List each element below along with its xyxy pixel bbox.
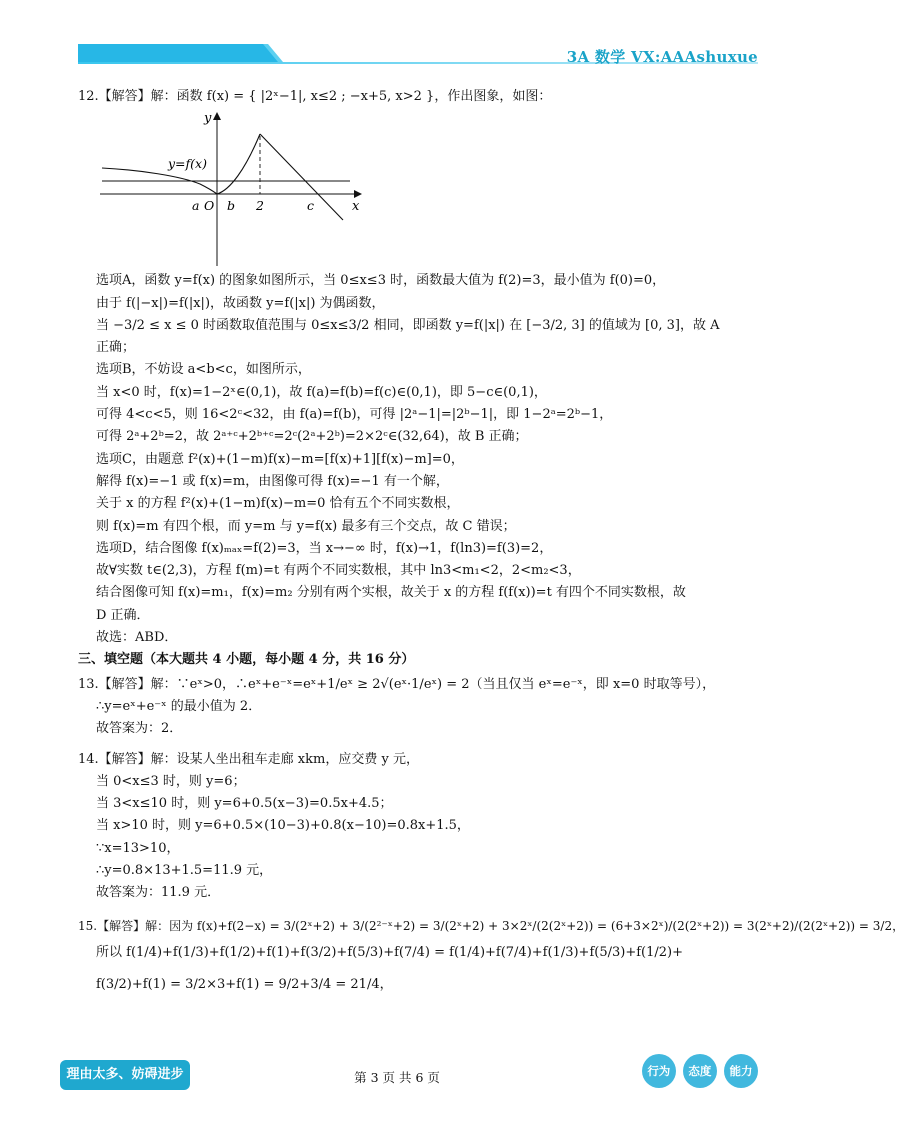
q14-line: ∵x=13>10， bbox=[96, 840, 180, 856]
q12-line: 解得 f(x)=−1 或 f(x)=m，由图像可得 f(x)=−1 有一个解， bbox=[96, 473, 449, 489]
curve-middle-branch bbox=[217, 134, 260, 194]
section-heading: 三、填空题（本大题共 4 小题，每小题 4 分，共 16 分） bbox=[78, 652, 415, 668]
q12-body bbox=[78, 270, 728, 649]
y-axis-label: y bbox=[204, 111, 212, 127]
q12-line: 可得 4<c<5，则 16<2ᶜ<32，由 f(a)=f(b)，可得 |2ᵃ−1|=|2ᵇ−1|，即 1−2ᵃ=2ᵇ−1， bbox=[96, 407, 613, 423]
q14-line: ∴y=0.8×13+1.5=11.9 元， bbox=[96, 863, 273, 879]
q12-line: D 正确． bbox=[96, 607, 150, 623]
line-right-branch bbox=[260, 134, 343, 220]
q14-line: 故答案为：11.9 元． bbox=[96, 885, 221, 901]
q12-line: 选项A，函数 y=f(x) 的图象如图所示，当 0≤x≤3 时，函数最大值为 f(2)=3，最小值为 f(0)=0， bbox=[96, 273, 666, 289]
q13-line: 13.【解答】解：∵eˣ>0，∴eˣ+e⁻ˣ=eˣ+1/eˣ ≥ 2√(eˣ·1/eˣ) = 2（当且仅当 eˣ=e⁻ˣ，即 x=0 时取等号）， bbox=[78, 676, 716, 692]
q12-line: 选项B，不妨设 a<b<c，如图所示， bbox=[96, 362, 311, 378]
q12-line: 正确； bbox=[96, 340, 136, 356]
badge-behavior: 行为 bbox=[642, 1054, 676, 1088]
q12-line: 则 f(x)=m 有四个根，而 y=m 与 y=f(x) 最多有三个交点，故 C 错误； bbox=[96, 518, 516, 534]
q12-line: 故∀实数 t∈(2,3)，方程 f(m)=t 有两个不同实数根，其中 ln3<m₁<2，2<m₂<3， bbox=[96, 563, 581, 579]
q12-line: 关于 x 的方程 f²(x)+(1−m)f(x)−m=0 恰有五个不同实数根， bbox=[96, 496, 460, 512]
point-2-label: 2 bbox=[256, 198, 264, 214]
q12-line: 当 −3/2 ≤ x ≤ 0 时函数取值范围与 0≤x≤3/2 相同，即函数 y=f(|x|) 在 [−3/2, 3] 的值域为 [0, 3]，故 A bbox=[96, 317, 720, 333]
q13-line: ∴y=eˣ+e⁻ˣ 的最小值为 2． bbox=[96, 698, 262, 714]
curve-label: y=f(x) bbox=[168, 156, 207, 172]
page-number: 第 3 页 共 6 页 bbox=[354, 1070, 440, 1085]
q12-line: 选项C，由题意 f²(x)+(1−m)f(x)−m=[f(x)+1][f(x)−m]=0， bbox=[96, 451, 464, 467]
footer-badges bbox=[640, 1054, 758, 1088]
q14-line: 当 0<x≤3 时，则 y=6； bbox=[96, 773, 246, 789]
y-axis-arrow bbox=[213, 112, 221, 120]
x-axis-label: x bbox=[352, 199, 360, 215]
q12-line: 选项D，结合图像 f(x)ₘₐₓ=f(2)=3，当 x→−∞ 时，f(x)→1，f(ln3)=f(3)=2， bbox=[96, 540, 553, 556]
x-axis-arrow bbox=[354, 190, 362, 198]
q12-line: 故选：ABD． bbox=[96, 630, 178, 646]
header-brand: 3A 数学 VX:AAAshuxue bbox=[566, 48, 758, 66]
q12-intro: 12.【解答】解：函数 f(x) = { |2ˣ−1|, x≤2 ; −x+5, x>2 }，作出图象，如图： bbox=[78, 89, 552, 104]
q12-line: 可得 2ᵃ+2ᵇ=2，故 2ᵃ⁺ᶜ+2ᵇ⁺ᶜ=2ᶜ(2ᵃ+2ᵇ)=2×2ᶜ∈(32,64)，故 B 正确； bbox=[96, 429, 528, 445]
function-graph bbox=[100, 108, 370, 268]
origin-label: O bbox=[204, 198, 215, 214]
q15-line: 15.【解答】解：因为 f(x)+f(2−x) = 3/(2ˣ+2) + 3/(2²⁻ˣ+2) = 3/(2ˣ+2) + 3×2ˣ/(2(2ˣ+2)) = (6+3×2ˣ)/(2(2ˣ+2)) = 3(2ˣ+2)/(2(2ˣ+2)) = 3/2， bbox=[78, 918, 904, 933]
point-b-label: b bbox=[227, 198, 236, 214]
q15-line: 所以 f(1/4)+f(1/3)+f(1/2)+f(1)+f(3/2)+f(5/3)+f(7/4) = f(1/4)+f(7/4)+f(1/3)+f(5/3)+f(1/2)+ bbox=[96, 944, 683, 960]
q15-block bbox=[78, 915, 904, 1001]
badge-ability: 能力 bbox=[724, 1054, 758, 1088]
badge-attitude: 态度 bbox=[683, 1054, 717, 1088]
footer-slogan: 理由太多、妨碍进步 bbox=[60, 1060, 190, 1090]
q12-line: 结合图像可知 f(x)=m₁，f(x)=m₂ 分别有两个实根，故关于 x 的方程 f(f(x))=t 有四个不同实数根，故 bbox=[96, 585, 686, 601]
q12-line: 由于 f(|−x|)=f(|x|)，故函数 y=f(|x|) 为偶函数， bbox=[96, 295, 385, 311]
q14-block bbox=[78, 749, 728, 905]
answer-content bbox=[78, 86, 904, 1001]
q12-line: 当 x<0 时，f(x)=1−2ˣ∈(0,1)，故 f(a)=f(b)=f(c)∈(0,1)，即 5−c∈(0,1)， bbox=[96, 384, 547, 400]
q14-line: 当 x>10 时，则 y=6+0.5×(10−3)+0.8(x−10)=0.8x+1.5， bbox=[96, 818, 470, 834]
q13-line: 故答案为：2． bbox=[96, 721, 183, 737]
point-c-label: c bbox=[307, 198, 315, 214]
q14-line: 14.【解答】解：设某人坐出租车走廊 xkm，应交费 y 元， bbox=[78, 751, 419, 767]
point-a-label: a bbox=[192, 198, 200, 214]
q13-block bbox=[78, 674, 728, 741]
q15-line: f(3/2)+f(1) = 3/2×3+f(1) = 9/2+3/4 = 21/4， bbox=[96, 976, 393, 992]
q14-line: 当 3<x≤10 时，则 y=6+0.5(x−3)=0.5x+4.5； bbox=[96, 796, 393, 812]
